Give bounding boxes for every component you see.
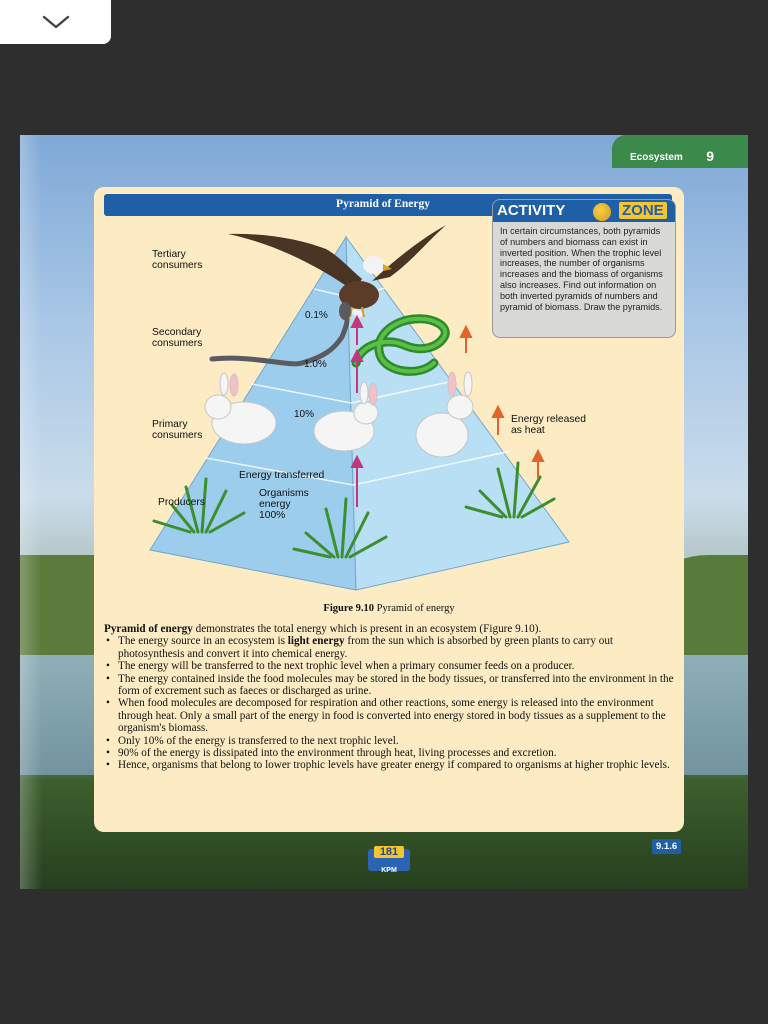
list-item: • The energy contained inside the food molecules may be stored in the body tissues, or transferred into the environment in the form of excrement such as faeces or discharged as urine. [104, 673, 676, 698]
book-page [20, 135, 748, 889]
viewer-topbar [0, 0, 768, 8]
heat-arrow [493, 407, 503, 435]
label-producers: Producers [158, 497, 205, 508]
chapter-label: Ecosystem [630, 152, 683, 163]
section-code-badge: 9.1.6 [652, 839, 681, 854]
collapse-button[interactable] [0, 0, 111, 44]
list-item [104, 635, 676, 660]
percent-primary: 10% [294, 409, 315, 420]
bullet-text: from the sun which is absorbed by green plants to carry out photosynthesis and convert it into chemical energy. [118, 635, 614, 660]
activity-zone-header [493, 200, 675, 222]
label-energy-transferred: Energy transferred [239, 470, 325, 481]
globe-icon [593, 203, 611, 221]
chapter-number: 9 [706, 148, 714, 164]
list-item: • When food molecules are decomposed for respiration and other reactions, some energy is released into the environment through heat. Only a small part of the energy in food is converted into energy stored in body tissues as a supplement to the organism's biomass. [104, 697, 676, 734]
figure-caption-text: Pyramid of energy [376, 603, 455, 614]
list-item: • Only 10% of the energy is transferred to the next trophic level. [104, 735, 676, 747]
label-primary-consumers: Primary consumers [152, 419, 203, 442]
page-spine-shadow [20, 135, 42, 889]
percent-secondary: 1.0% [304, 359, 327, 370]
label-secondary-consumers: Secondary consumers [152, 327, 203, 350]
content-card [94, 187, 684, 832]
figure-caption-label: Figure 9.10 [323, 603, 374, 614]
list-item: • The energy will be transferred to the next trophic level when a primary consumer feeds on a producer. [104, 660, 676, 672]
activity-title: ACTIVITY [497, 202, 566, 219]
chapter-tab [612, 135, 748, 168]
figure-caption [94, 603, 684, 614]
intro-paragraph [104, 623, 676, 635]
intro-rest: demonstrates the total energy which is present in an ecosystem (Figure 9.10). [192, 623, 542, 635]
list-item: • Hence, organisms that belong to lower trophic levels have greater energy if compared to organisms at higher trophic levels. [104, 759, 676, 771]
heat-arrow [461, 327, 471, 353]
intro-bold: Pyramid of energy [104, 623, 193, 635]
label-energy-released: Energy released as heat [511, 414, 586, 437]
page-number: 181 [374, 846, 404, 858]
label-tertiary-consumers: Tertiary consumers [152, 249, 203, 272]
bullet-bold: light energy [287, 635, 345, 648]
bullet-list [104, 635, 676, 771]
page-number-badge [364, 843, 414, 879]
activity-zone-text: In certain circumstances, both pyramids of numbers and biomass can exist in inverted position. When the trophic level increases, the number of organisms increases and the biomass of organisms also increases. Find out information on both inverted pyramids of numbers and pyramid of biomass. Draw the pyramids. [500, 226, 663, 312]
bullet-text: The energy source in an ecosystem is [118, 635, 288, 648]
label-organisms-energy: Organisms energy 100% [259, 488, 309, 522]
heat-arrow [533, 451, 543, 478]
activity-zone-box [492, 199, 676, 338]
percent-tertiary: 0.1% [305, 310, 328, 321]
body-text [104, 623, 676, 772]
zone-title: ZONE [619, 202, 667, 219]
chevron-down-icon[interactable] [41, 14, 71, 30]
publisher-mark: KPM [381, 867, 397, 874]
figure-title: Pyramid of Energy [336, 198, 430, 210]
list-item: • 90% of the energy is dissipated into the environment through heat, living processes and excretion. [104, 747, 676, 759]
